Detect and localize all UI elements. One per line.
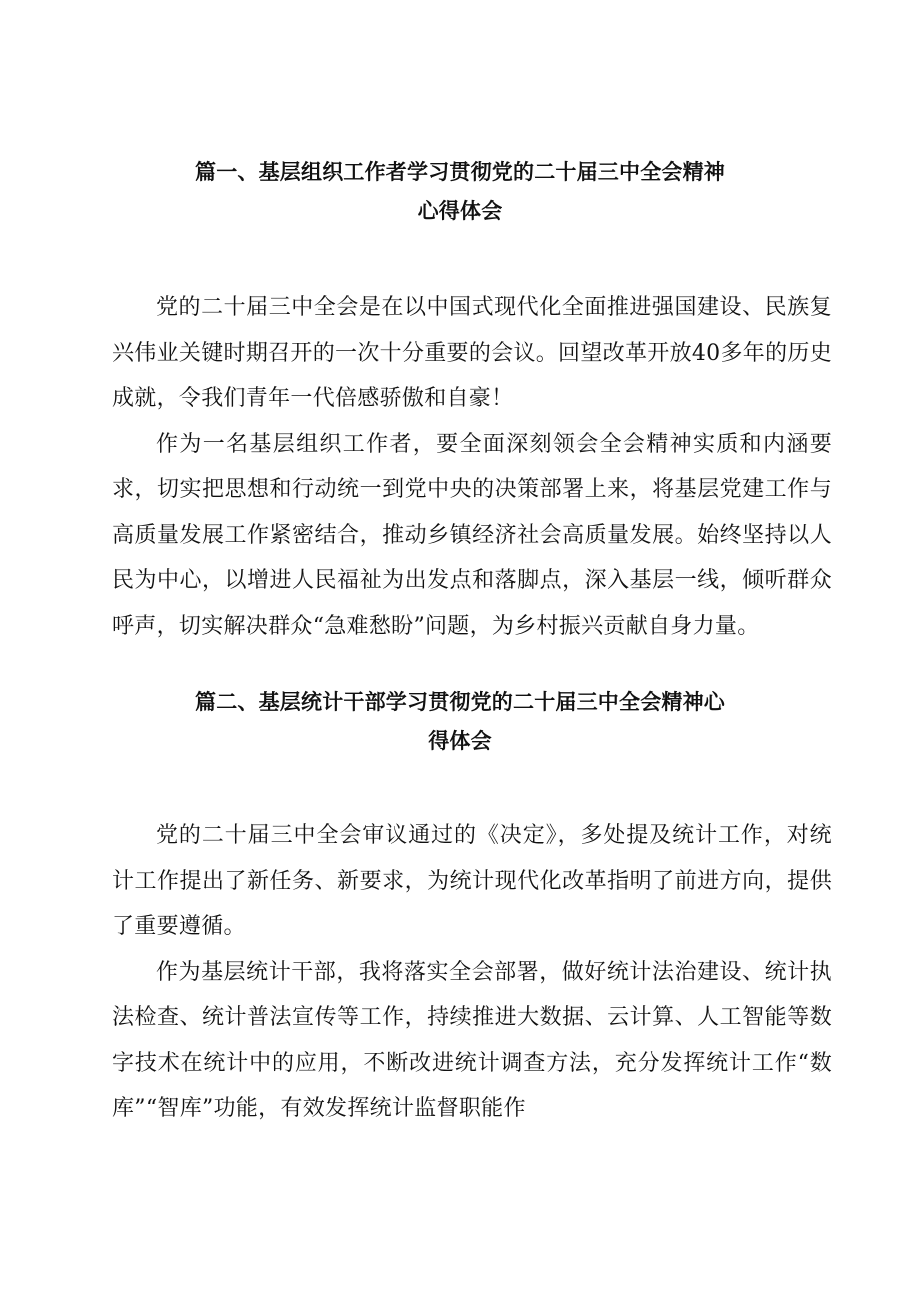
section-1-body (112, 285, 832, 649)
section-2-title-line-2: 得体会 (428, 729, 492, 753)
section-2-title-line-1: 篇二、基层统计干部学习贯彻党的二十届三中全会精神心 (195, 690, 725, 714)
section-1-title-line-2: 心得体会 (417, 199, 503, 223)
section-1-paragraph-2: 作为一名基层组织工作者，要全面深刻领会全会精神实质和内涵要求，切实把思想和行动统一到党中央的决策部署上来，将基层党建工作与高质量发展工作紧密结合，推动乡镇经济社会高质量发展。始终坚持以人民为中心，以增进人民福祉为出发点和落脚点，深入基层一线，倾听群众呼声，切实解决群众“急难愁盼”问题，为乡村振兴贡献自身力量。 (112, 431, 832, 639)
section-2-body (112, 813, 832, 1132)
section-1-title (100, 153, 820, 231)
section-2-paragraph-1: 党的二十届三中全会审议通过的《决定》，多处提及统计工作，对统计工作提出了新任务、新要求，为统计现代化改革指明了前进方向，提供了重要遵循。 (112, 823, 832, 939)
section-2-paragraph-2: 作为基层统计干部，我将落实全会部署，做好统计法治建设、统计执法检查、统计普法宣传等工作，持续推进大数据、云计算、人工智能等数字技术在统计中的应用，不断改进统计调查方法，充分发挥统计工作“数库”“智库”功能，有效发挥统计监督职能作 (112, 959, 832, 1121)
section-1-paragraph-1: 党的二十届三中全会是在以中国式现代化全面推进强国建设、民族复兴伟业关键时期召开的一次十分重要的会议。回望改革开放40多年的历史成就，令我们青年一代倍感骄傲和自豪！ (112, 295, 832, 411)
section-2-title (100, 683, 820, 761)
section-1-title-line-1: 篇一、基层组织工作者学习贯彻党的二十届三中全会精神 (195, 160, 725, 184)
